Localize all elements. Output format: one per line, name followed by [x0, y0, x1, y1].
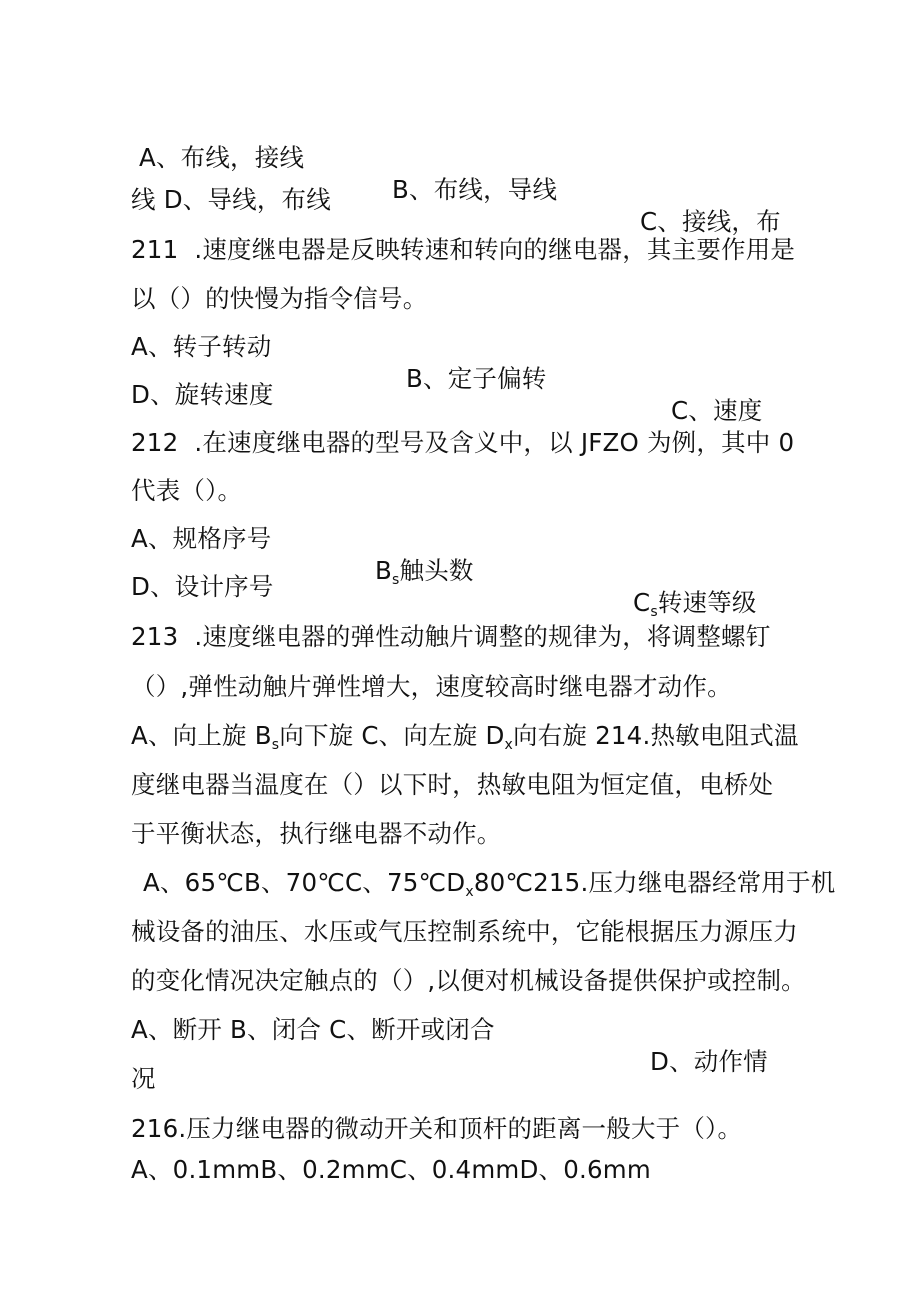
- q215-option-d: D、动作情: [650, 1047, 768, 1076]
- q215-options-abc: A、断开 B、闭合 C、断开或闭合: [131, 1015, 495, 1044]
- q214-text-2: 度继电器当温度在（）以下时，热敏电阻为恒定值，电桥处: [131, 770, 774, 799]
- q212-option-c: [633, 587, 757, 619]
- q212-option-c-subscript: s: [650, 604, 658, 620]
- q210-option-b: B、布线，导线: [392, 175, 558, 204]
- q211-option-a: A、转子转动: [131, 332, 272, 361]
- q212-text-1: 212 .在速度继电器的型号及含义中，以 JFZO 为例，其中 0: [131, 428, 795, 457]
- q213-option-bc: 向下旋 C、向左旋 D: [279, 721, 505, 750]
- q210-option-d: 线 D、导线，布线: [131, 185, 331, 214]
- q211-option-b: B、定子偏转: [406, 364, 547, 393]
- q211-text-1: 211 .速度继电器是反映转速和转向的继电器，其主要作用是: [131, 235, 796, 264]
- q214-subscript: x: [465, 884, 474, 900]
- q215-text-2: 械设备的油压、水压或气压控制系统中，它能根据压力源压力: [131, 917, 798, 946]
- q212-option-b-subscript: s: [392, 572, 400, 588]
- q212-option-b: [375, 555, 474, 587]
- q212-option-c-text: 转速等级: [657, 588, 757, 617]
- q215-option-d-wrap: 况: [131, 1064, 156, 1093]
- q213-option-d-and-q214-start: 向右旋 214.热敏电阻式温: [513, 721, 799, 750]
- q213-options: [131, 720, 799, 752]
- q213-text-1: 213 .速度继电器的弹性动触片调整的规律为，将调整螺钉: [131, 622, 771, 651]
- q212-option-b-letter: B: [375, 556, 393, 585]
- q213-subscript-1: s: [271, 737, 280, 753]
- q212-option-a: A、规格序号: [131, 524, 272, 553]
- q213-option-a: A、向上旋 B: [131, 721, 272, 750]
- q214-option-d-and-q215-start: 80℃215.压力继电器经常用于机: [473, 868, 836, 897]
- q210-option-a: A、布线，接线: [139, 143, 305, 172]
- q215-text-3: 的变化情况决定触点的（）,以便对机械设备提供保护或控制。: [131, 966, 806, 995]
- q216-text-1: 216.压力继电器的微动开关和顶杆的距离一般大于（）。: [131, 1114, 743, 1143]
- q214-text-3: 于平衡状态，执行继电器不动作。: [131, 819, 502, 848]
- q214-option-abc: A、65℃B、70℃C、75℃D: [143, 868, 466, 897]
- q212-option-c-letter: C: [633, 588, 651, 617]
- q211-option-d: D、旋转速度: [131, 380, 274, 409]
- q211-text-2: 以（）的快慢为指令信号。: [131, 284, 428, 313]
- q211-option-c: C、速度: [671, 396, 763, 425]
- q216-options: A、0.1mmB、0.2mmC、0.4mmD、0.6mm: [131, 1155, 651, 1184]
- q214-options: [143, 867, 835, 899]
- q213-subscript-2: x: [504, 737, 514, 753]
- q212-option-b-text: 触头数: [399, 556, 474, 585]
- q213-text-2: （）,弹性动触片弹性增大，速度较高时继电器才动作。: [131, 672, 732, 701]
- q210-option-c: C、接线，布: [640, 207, 781, 236]
- q212-text-2: 代表（）。: [131, 476, 243, 505]
- q212-option-d: D、设计序号: [131, 572, 274, 601]
